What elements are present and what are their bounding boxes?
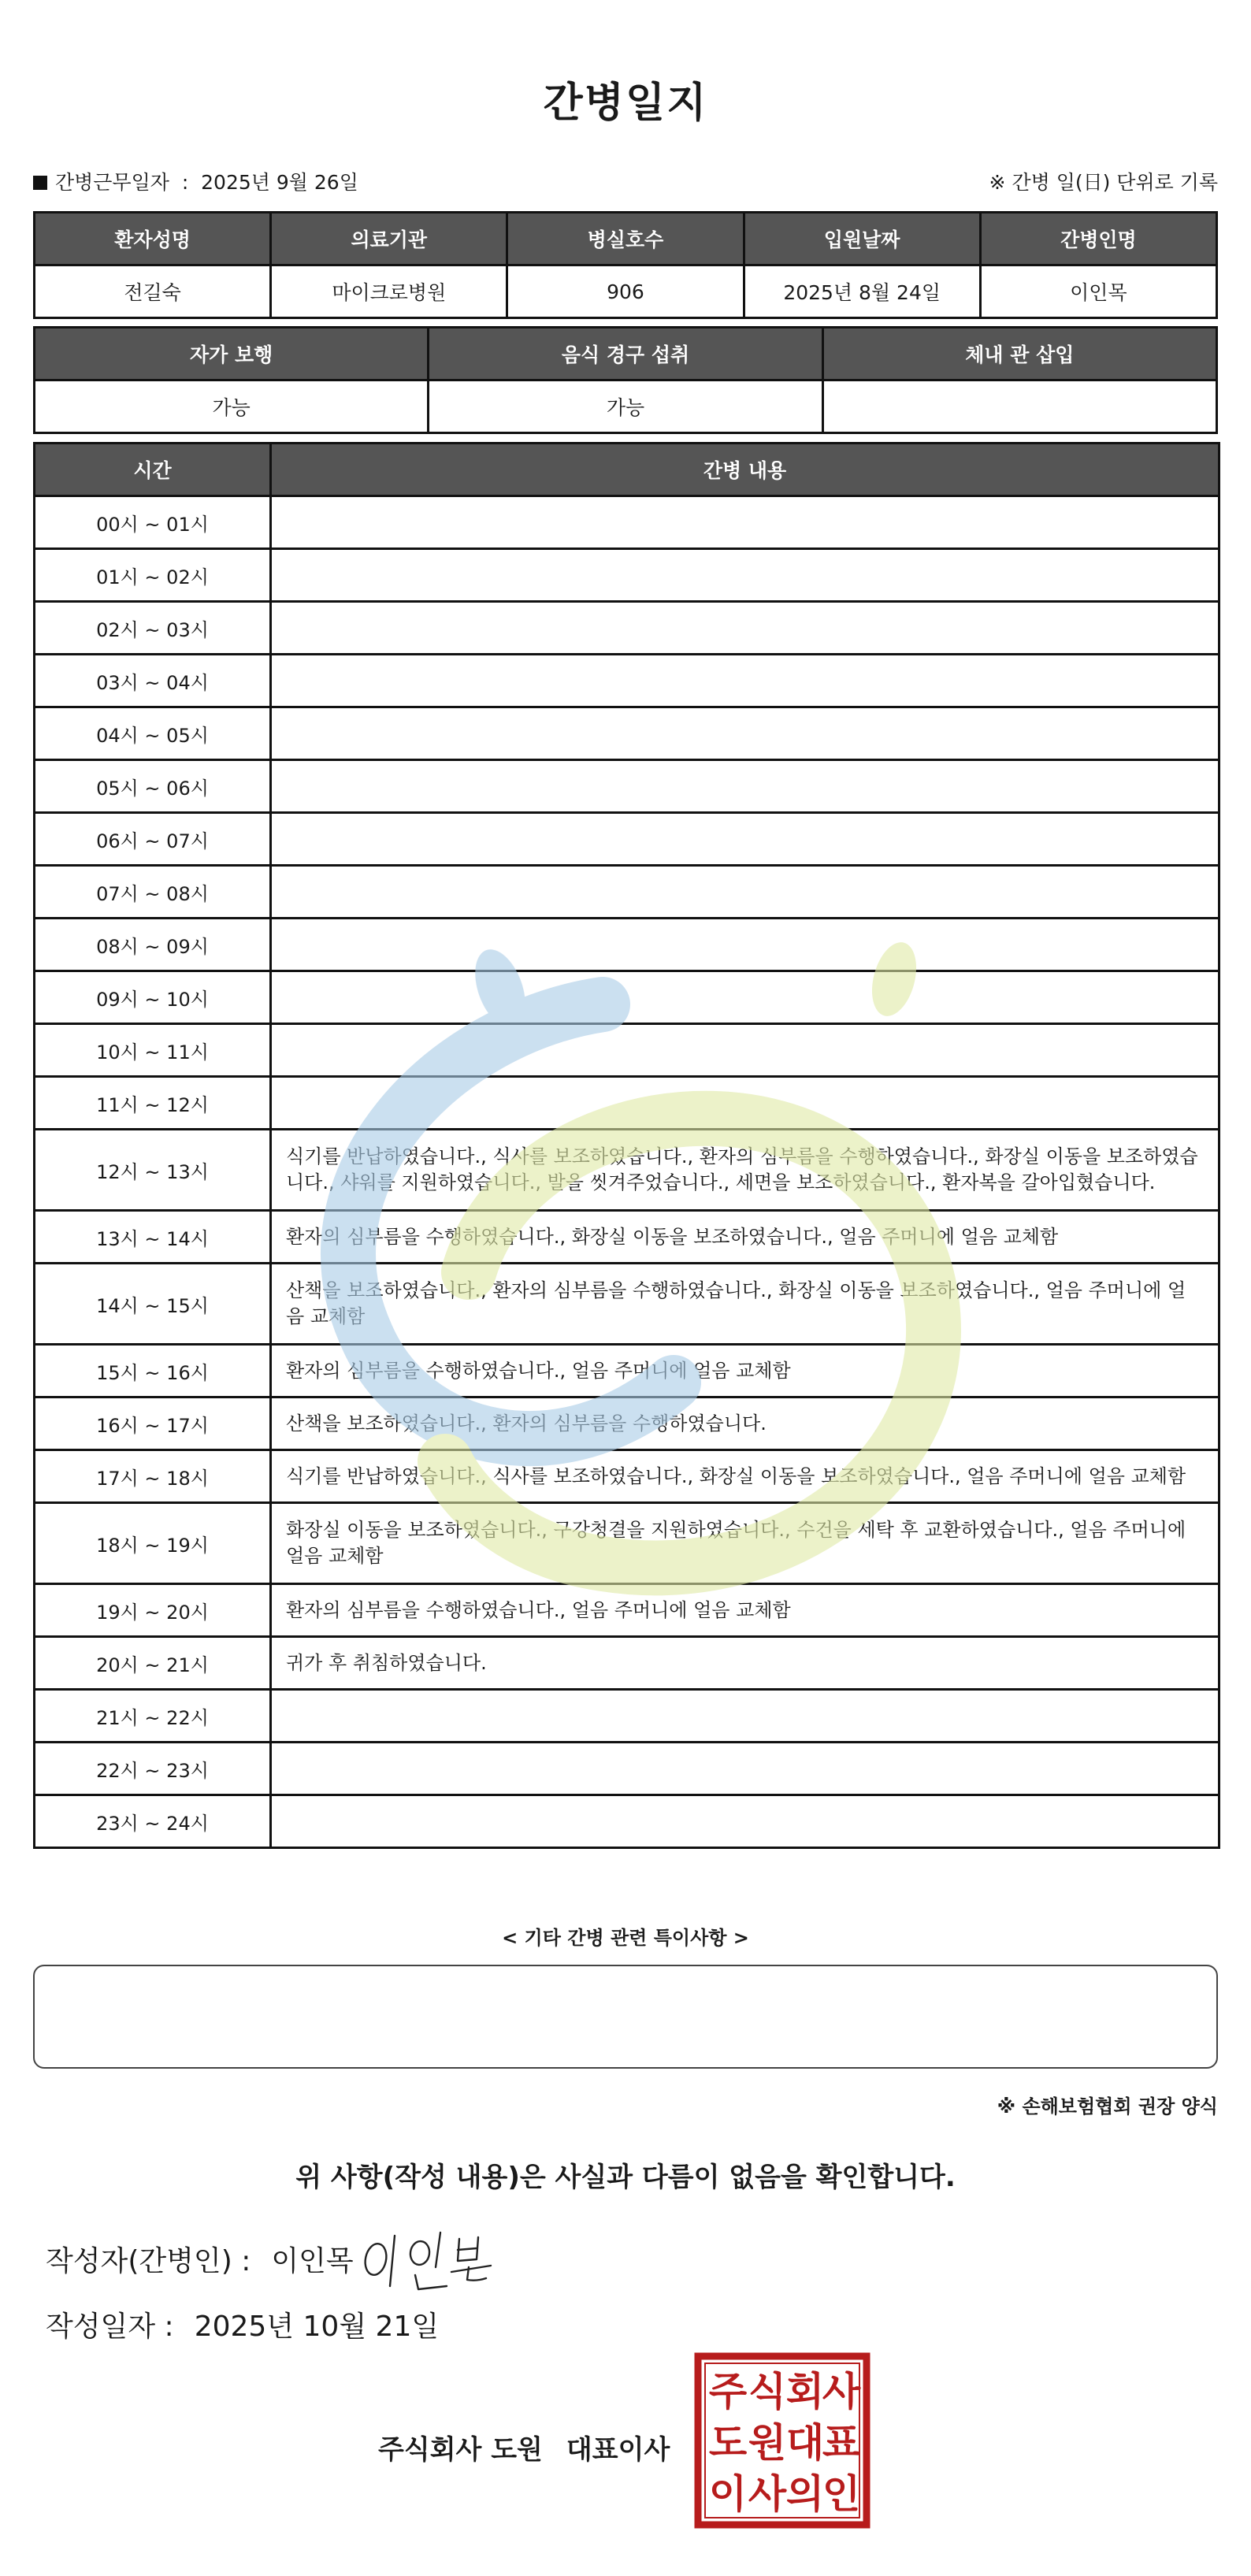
self-walking-value: 가능: [35, 380, 429, 433]
work-date-value: 2025년 9월 26일: [201, 171, 358, 194]
svg-text:주: 주: [708, 2369, 748, 2415]
special-notes-title: < 기타 간병 관련 특이사항 >: [502, 1927, 749, 1949]
header-admission-date: 입원날짜: [744, 213, 980, 265]
care-log-content-cell: 환자의 심부름을 수행하였습니다., 화장실 이동을 보조하였습니다., 얼음 주머니에 얼음 교체함: [271, 1211, 1219, 1264]
care-log-time-cell: 14시 ~ 15시: [35, 1264, 271, 1345]
care-log-time-cell: 02시 ~ 03시: [35, 602, 271, 655]
care-log-row: [35, 1637, 1219, 1690]
header-caregiver-name: 간병인명: [980, 213, 1216, 265]
svg-text:사: 사: [748, 2471, 787, 2517]
care-log-content-cell: 식기를 반납하였습니다., 식사를 보조하였습니다., 환자의 심부름을 수행하였습니다., 화장실 이동을 보조하였습니다., 샤워를 지원하였습니다., 발을 씻겨주었습니다., 세면을 보조하였습니다., 환자복을 갈아입혔습니다.: [271, 1130, 1219, 1211]
care-log-row: [35, 1795, 1219, 1848]
care-log-row: [35, 1077, 1219, 1130]
care-log-row: [35, 549, 1219, 602]
care-log-row: [35, 655, 1219, 707]
svg-text:인: 인: [822, 2471, 861, 2517]
care-log-time-cell: 17시 ~ 18시: [35, 1450, 271, 1503]
svg-text:이: 이: [708, 2471, 748, 2517]
care-log-time-cell: 12시 ~ 13시: [35, 1130, 271, 1211]
care-log-row: [35, 1211, 1219, 1264]
care-log-content-cell: 환자의 심부름을 수행하였습니다., 얼음 주머니에 얼음 교체함: [271, 1345, 1219, 1397]
care-log-time-cell: 13시 ~ 14시: [35, 1211, 271, 1264]
svg-text:도: 도: [708, 2420, 748, 2466]
care-log-time-cell: 20시 ~ 21시: [35, 1637, 271, 1690]
patient-name-value: 전길숙: [35, 265, 271, 318]
oral-intake-value: 가능: [429, 380, 822, 433]
care-log-time-cell: 04시 ~ 05시: [35, 707, 271, 760]
handwritten-signature: [358, 2222, 500, 2300]
care-log-row: [35, 602, 1219, 655]
company-name: 주식회사 도원: [378, 2434, 543, 2466]
care-log-time-cell: 09시 ~ 10시: [35, 971, 271, 1024]
care-log-table: [33, 442, 1220, 1849]
care-log-time-cell: 19시 ~ 20시: [35, 1584, 271, 1637]
care-log-row: [35, 1130, 1219, 1211]
care-log-time-cell: 01시 ~ 02시: [35, 549, 271, 602]
care-log-content-cell: [271, 655, 1219, 707]
patient-status-value-row: [35, 380, 1217, 433]
care-log-row: [35, 1584, 1219, 1637]
care-log-row: [35, 813, 1219, 866]
care-log-time-cell: 00시 ~ 01시: [35, 496, 271, 549]
care-log-time-cell: 06시 ~ 07시: [35, 813, 271, 866]
care-log-content-cell: [271, 1795, 1219, 1848]
admission-date-value: 2025년 8월 24일: [744, 265, 980, 318]
care-log-content-cell: [271, 866, 1219, 919]
svg-text:대: 대: [785, 2420, 825, 2466]
writer-label: 작성자(간병인) :: [46, 2245, 251, 2277]
company-representative-title: 대표이사: [566, 2434, 670, 2466]
care-log-row: [35, 1690, 1219, 1743]
care-log-content-cell: [271, 707, 1219, 760]
care-log-row: [35, 1397, 1219, 1450]
header-self-walking: 자가 보행: [35, 328, 429, 380]
care-log-body: [35, 496, 1219, 1848]
care-log-time-cell: 21시 ~ 22시: [35, 1690, 271, 1743]
care-log-row: [35, 1743, 1219, 1795]
care-log-content-cell: 환자의 심부름을 수행하였습니다., 얼음 주머니에 얼음 교체함: [271, 1584, 1219, 1637]
care-log-row: [35, 1024, 1219, 1077]
care-log-content-cell: [271, 919, 1219, 971]
care-log-time-cell: 22시 ~ 23시: [35, 1743, 271, 1795]
confirmation-statement: 위 사항(작성 내용)은 사실과 다름이 없음을 확인합니다.: [295, 2162, 956, 2193]
patient-status-header-row: [35, 328, 1217, 380]
care-log-content-cell: [271, 1024, 1219, 1077]
care-log-content-cell: 산책을 보조하였습니다., 환자의 심부름을 수행하였습니다.: [271, 1397, 1219, 1450]
svg-text:표: 표: [822, 2420, 861, 2466]
care-log-content-cell: [271, 813, 1219, 866]
header-oral-intake: 음식 경구 섭취: [429, 328, 822, 380]
header-tube-insertion: 체내 관 삽입: [822, 328, 1216, 380]
care-log-content-cell: [271, 496, 1219, 549]
care-log-content-cell: [271, 1743, 1219, 1795]
work-date-separator: :: [181, 171, 189, 194]
care-log-time-cell: 11시 ~ 12시: [35, 1077, 271, 1130]
writer-name: 이인목: [271, 2245, 354, 2277]
hospital-value: 마이크로병원: [271, 265, 507, 318]
care-log-row: [35, 866, 1219, 919]
header-care-content: 간병 내용: [271, 444, 1219, 496]
care-log-content-cell: 산책을 보조하였습니다., 환자의 심부름을 수행하였습니다., 화장실 이동을 보조하였습니다., 얼음 주머니에 얼음 교체함: [271, 1264, 1219, 1345]
care-log-content-cell: 식기를 반납하였습니다., 식사를 보조하였습니다., 화장실 이동을 보조하였습니다., 얼음 주머니에 얼음 교체함: [271, 1450, 1219, 1503]
writer-line: [46, 2239, 354, 2279]
care-log-row: [35, 1450, 1219, 1503]
care-log-time-cell: 15시 ~ 16시: [35, 1345, 271, 1397]
care-log-content-cell: [271, 1077, 1219, 1130]
care-log-row: [35, 1345, 1219, 1397]
header-time: 시간: [35, 444, 271, 496]
patient-info-header-row: [35, 213, 1217, 265]
care-log-row: [35, 971, 1219, 1024]
care-log-time-cell: 03시 ~ 04시: [35, 655, 271, 707]
care-log-time-cell: 08시 ~ 09시: [35, 919, 271, 971]
care-log-time-cell: 05시 ~ 06시: [35, 760, 271, 813]
care-log-content-cell: [271, 760, 1219, 813]
recommended-form-note: ※ 손해보험협회 권장 양식: [997, 2095, 1218, 2118]
care-log-row: [35, 1503, 1219, 1584]
written-date-line: [46, 2304, 439, 2344]
patient-status-table: [33, 326, 1218, 434]
tube-insertion-value: [822, 380, 1216, 433]
care-log-time-cell: 23시 ~ 24시: [35, 1795, 271, 1848]
svg-text:원: 원: [748, 2420, 787, 2466]
care-log-time-cell: 07시 ~ 08시: [35, 866, 271, 919]
page-title: 간병일지: [543, 80, 708, 127]
header-room-number: 병실호수: [507, 213, 744, 265]
company-seal-stamp: [693, 2351, 871, 2530]
care-log-content-cell: [271, 971, 1219, 1024]
care-log-row: [35, 919, 1219, 971]
care-log-time-cell: 10시 ~ 11시: [35, 1024, 271, 1077]
care-log-row: [35, 760, 1219, 813]
work-date-label: 간병근무일자: [55, 171, 169, 194]
care-log-content-cell: [271, 602, 1219, 655]
care-log-content-cell: 화장실 이동을 보조하였습니다., 구강청결을 지원하였습니다., 수건을 세탁 후 교환하였습니다., 얼음 주머니에 얼음 교체함: [271, 1503, 1219, 1584]
record-unit-note: ※ 간병 일(日) 단위로 기록: [989, 171, 1218, 194]
care-log-content-cell: 귀가 후 취침하였습니다.: [271, 1637, 1219, 1690]
header-hospital: 의료기관: [271, 213, 507, 265]
room-number-value: 906: [507, 265, 744, 318]
care-log-row: [35, 496, 1219, 549]
care-log-header-row: [35, 444, 1219, 496]
patient-info-table: [33, 211, 1218, 319]
care-log-content-cell: [271, 549, 1219, 602]
care-log-content-cell: [271, 1690, 1219, 1743]
special-notes-box: [33, 1965, 1218, 2069]
square-bullet-icon: [33, 176, 47, 190]
svg-text:식: 식: [748, 2369, 787, 2415]
header-patient-name: 환자성명: [35, 213, 271, 265]
caregiver-name-value: 이인목: [980, 265, 1216, 318]
care-log-time-cell: 16시 ~ 17시: [35, 1397, 271, 1450]
care-log-row: [35, 707, 1219, 760]
svg-text:사: 사: [822, 2369, 861, 2415]
company-line: [378, 2428, 670, 2467]
care-log-row: [35, 1264, 1219, 1345]
svg-text:회: 회: [785, 2369, 825, 2415]
written-date-label: 작성일자 :: [46, 2311, 174, 2343]
care-log-time-cell: 18시 ~ 19시: [35, 1503, 271, 1584]
work-date-line: [33, 167, 358, 195]
patient-info-value-row: [35, 265, 1217, 318]
svg-text:의: 의: [785, 2471, 825, 2517]
written-date-value: 2025년 10월 21일: [194, 2311, 440, 2343]
